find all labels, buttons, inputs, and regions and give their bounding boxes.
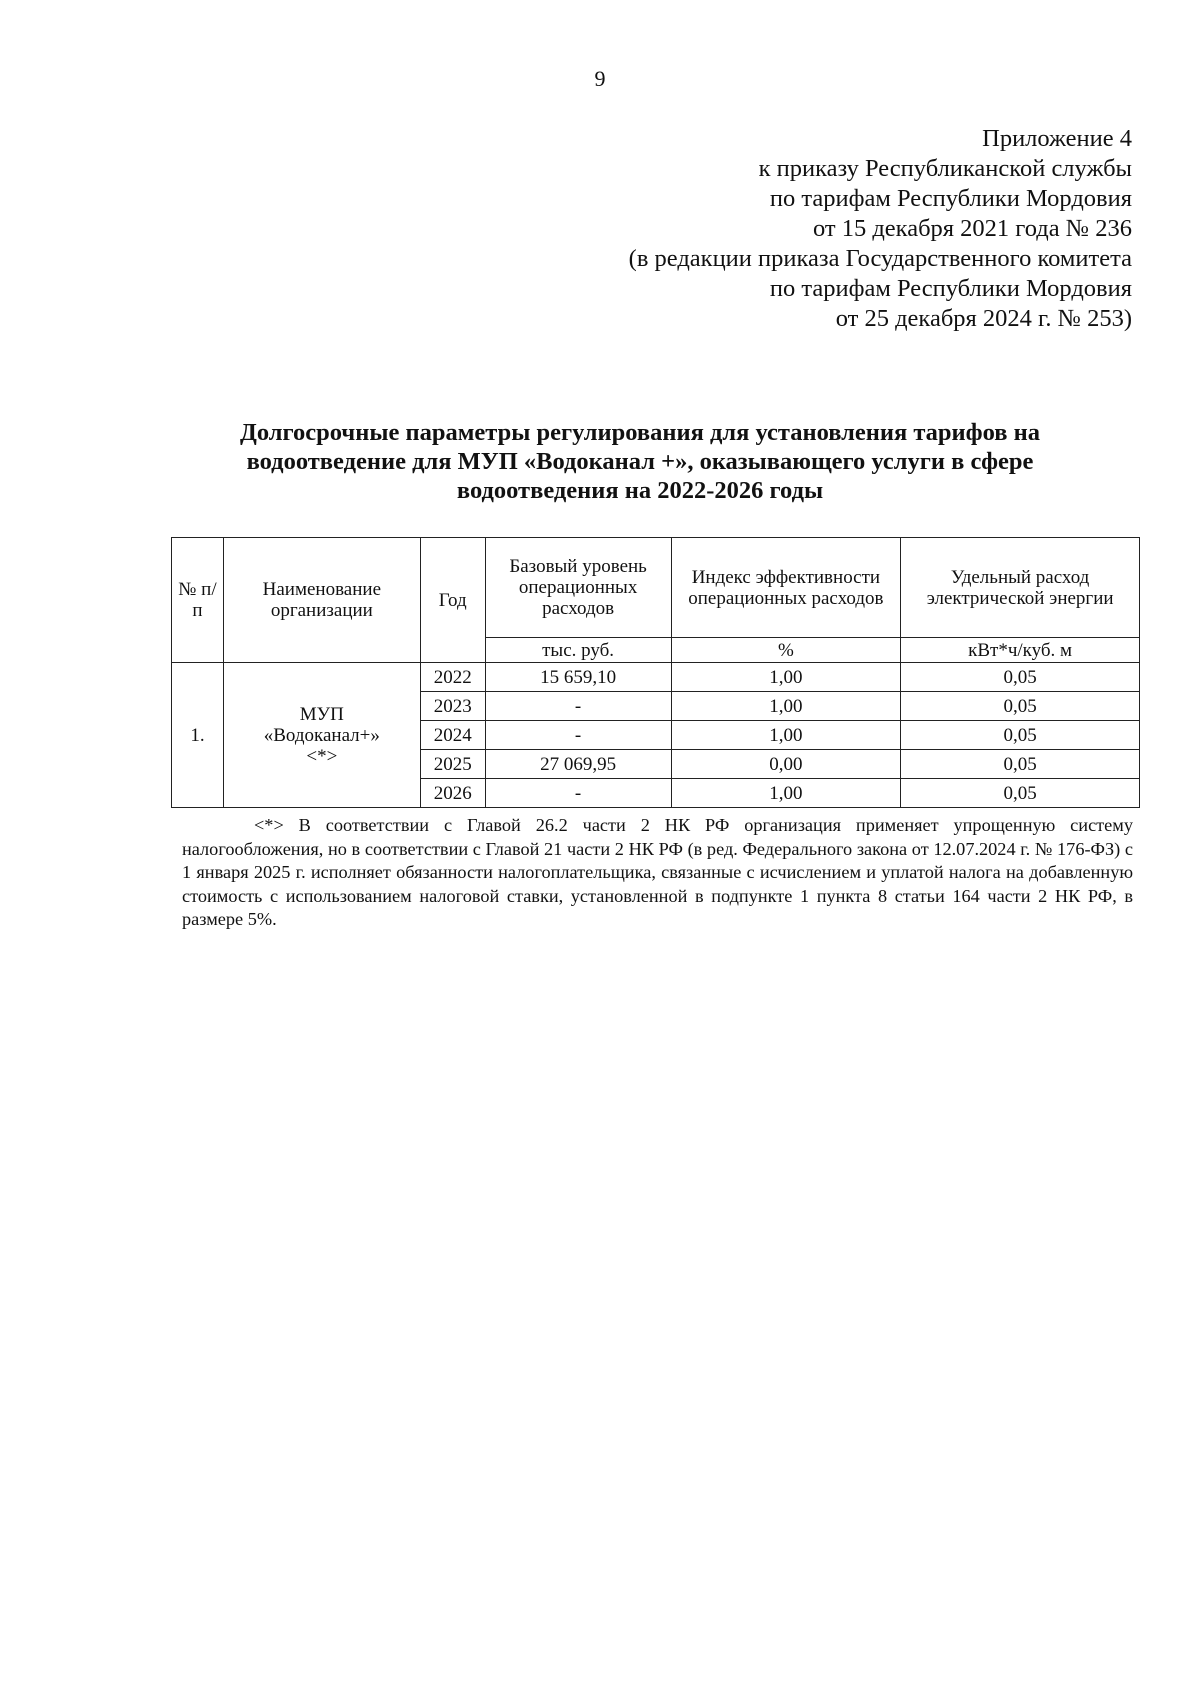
base-level-cell: - xyxy=(485,721,671,750)
energy-consumption-cell: 0,05 xyxy=(901,750,1140,779)
unit-energy-consumption: кВт*ч/куб. м xyxy=(901,638,1140,663)
base-level-cell: - xyxy=(485,779,671,808)
footnote: <*> В соответствии с Главой 26.2 части 2 НК РФ организация применяет упрощенную систему налогообложения, но в соответствии с Главой 21 части 2 НК РФ (в ред. Федерального закона от 12.07.2024 г. № 176-ФЗ) с 1 января 2025 г. исполняет обязанности налогоплательщика, связанные с исчислением и уплатой налога на добавленную стоимость с использованием налоговой ставки, установленной в подпункте 1 пункта 8 статьи 164 части 2 НК РФ, в размере 5%. xyxy=(182,815,1133,929)
table-row xyxy=(172,663,1140,692)
base-level-cell: 27 069,95 xyxy=(485,750,671,779)
organization-cell xyxy=(223,663,420,808)
appendix-line: по тарифам Республики Мордовия xyxy=(769,275,1132,302)
base-level-cell: 15 659,10 xyxy=(485,663,671,692)
table-header-row xyxy=(172,538,1140,638)
organization-line: <*> xyxy=(306,745,338,767)
header-organization: Наименование организации xyxy=(223,538,420,663)
header-base-level: Базовый уровень операционных расходов xyxy=(485,538,671,638)
document-title xyxy=(170,418,1110,505)
appendix-line: к приказу Республиканской службы xyxy=(758,155,1132,182)
year-cell: 2024 xyxy=(420,721,485,750)
base-level-cell: - xyxy=(485,692,671,721)
header-efficiency-index: Индекс эффективности операционных расходов xyxy=(671,538,901,638)
appendix-reference xyxy=(432,124,1132,334)
header-energy-consumption: Удельный расход электрической энергии xyxy=(901,538,1140,638)
appendix-line: (в редакции приказа Государственного комитета xyxy=(628,245,1132,272)
year-cell: 2026 xyxy=(420,779,485,808)
efficiency-index-cell: 1,00 xyxy=(671,721,901,750)
title-line: Долгосрочные параметры регулирования для установления тарифов на xyxy=(240,419,1040,446)
row-number-cell: 1. xyxy=(172,663,224,808)
appendix-line: от 25 декабря 2024 г. № 253) xyxy=(835,305,1132,332)
energy-consumption-cell: 0,05 xyxy=(901,721,1140,750)
unit-efficiency-index: % xyxy=(671,638,901,663)
page-number: 9 xyxy=(594,66,606,91)
efficiency-index-cell: 1,00 xyxy=(671,663,901,692)
header-number: № п/п xyxy=(172,538,224,663)
energy-consumption-cell: 0,05 xyxy=(901,779,1140,808)
efficiency-index-cell: 1,00 xyxy=(671,779,901,808)
title-line: водоотведения на 2022-2026 годы xyxy=(456,477,824,504)
appendix-line: Приложение 4 xyxy=(982,125,1132,152)
energy-consumption-cell: 0,05 xyxy=(901,663,1140,692)
efficiency-index-cell: 1,00 xyxy=(671,692,901,721)
header-year: Год xyxy=(420,538,485,663)
organization-line: «Водоканал+» xyxy=(263,724,380,746)
unit-base-level: тыс. руб. xyxy=(485,638,671,663)
year-cell: 2025 xyxy=(420,750,485,779)
energy-consumption-cell: 0,05 xyxy=(901,692,1140,721)
year-cell: 2022 xyxy=(420,663,485,692)
appendix-line: от 15 декабря 2021 года № 236 xyxy=(812,215,1132,242)
title-line: водоотведение для МУП «Водоканал +», оказывающего услуги в сфере xyxy=(246,448,1034,475)
appendix-line: по тарифам Республики Мордовия xyxy=(769,185,1132,212)
efficiency-index-cell: 0,00 xyxy=(671,750,901,779)
organization-line: МУП xyxy=(299,703,344,725)
parameters-table xyxy=(171,537,1140,808)
year-cell: 2023 xyxy=(420,692,485,721)
